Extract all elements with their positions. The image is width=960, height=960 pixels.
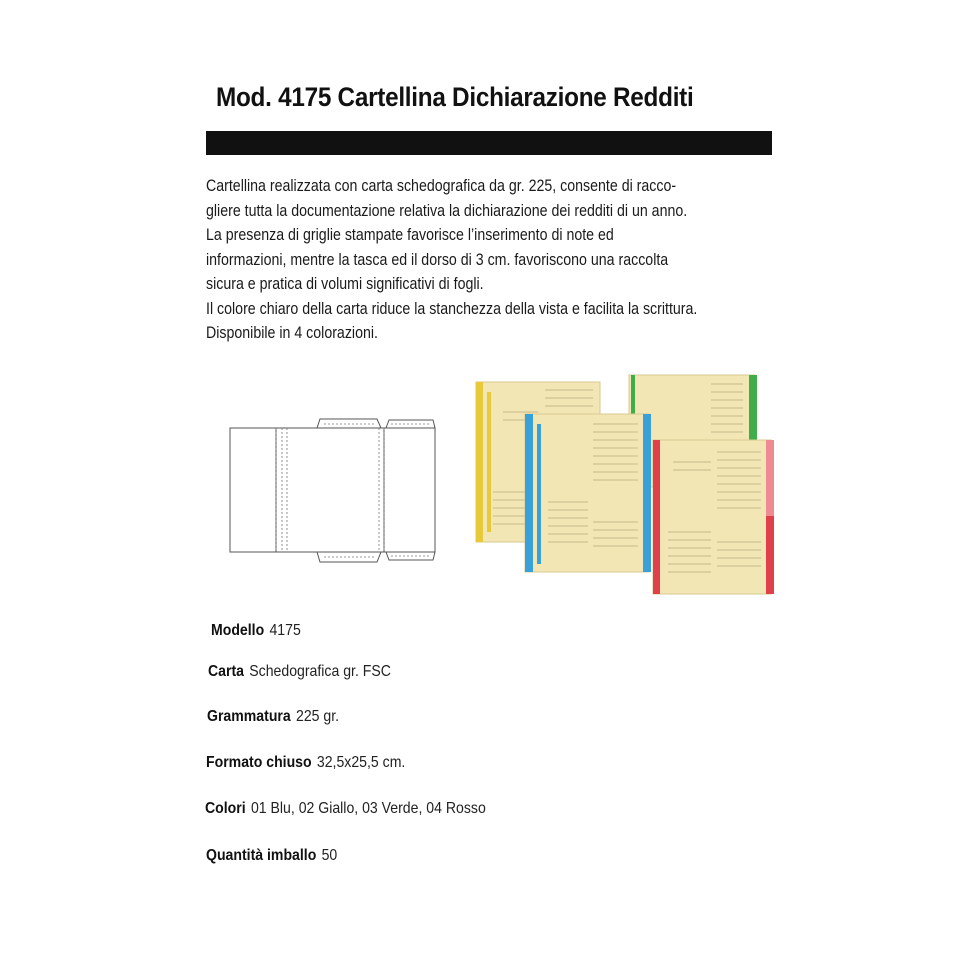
spec-value: 32,5x25,5 cm. [316, 754, 406, 771]
spec-value: 01 Blu, 02 Giallo, 03 Verde, 04 Rosso [250, 800, 486, 817]
spec-row-grammatura [207, 708, 339, 726]
folder-diecut-template [229, 418, 439, 564]
description-line: Disponibile in 4 colorazioni. [206, 324, 378, 342]
spec-row-carta [208, 663, 391, 681]
product-description [206, 174, 806, 346]
spec-label: Formato chiuso [206, 754, 312, 771]
product-photo-folders [473, 372, 778, 598]
spec-row-quantita-imballo [206, 847, 337, 865]
page-title: Mod. 4175 Cartellina Dichiarazione Redditi [216, 82, 694, 112]
description-line: Cartellina realizzata con carta schedografica da gr. 225, consente di racco- [206, 177, 677, 195]
title-underline-bar [206, 131, 772, 155]
spec-label: Modello [211, 622, 265, 639]
spec-label: Grammatura [207, 708, 291, 725]
folder-red [653, 440, 774, 594]
spec-row-colori [205, 800, 486, 818]
folder-blue [525, 414, 651, 572]
spec-value: 4175 [269, 622, 301, 639]
description-line: La presenza di griglie stampate favorisce l’inserimento di note ed [206, 226, 614, 244]
spec-row-formato-chiuso [206, 754, 405, 772]
spec-label: Colori [205, 800, 246, 817]
spec-row-modello [211, 622, 301, 640]
spec-value: Schedografica gr. FSC [249, 663, 391, 680]
spec-label: Carta [208, 663, 244, 680]
description-line: gliere tutta la documentazione relativa la dichiarazione dei redditi di un anno. [206, 201, 688, 220]
spec-value: 225 gr. [296, 708, 340, 725]
spec-label: Quantità imballo [206, 847, 317, 864]
description-line: Il colore chiaro della carta riduce la stanchezza della vista e facilita la scrittura. [206, 299, 698, 318]
description-line: informazioni, mentre la tasca ed il dorso di 3 cm. favoriscono una raccolta [206, 250, 669, 269]
spec-value: 50 [321, 847, 338, 864]
description-line: sicura e pratica di volumi significativi di fogli. [206, 275, 484, 293]
